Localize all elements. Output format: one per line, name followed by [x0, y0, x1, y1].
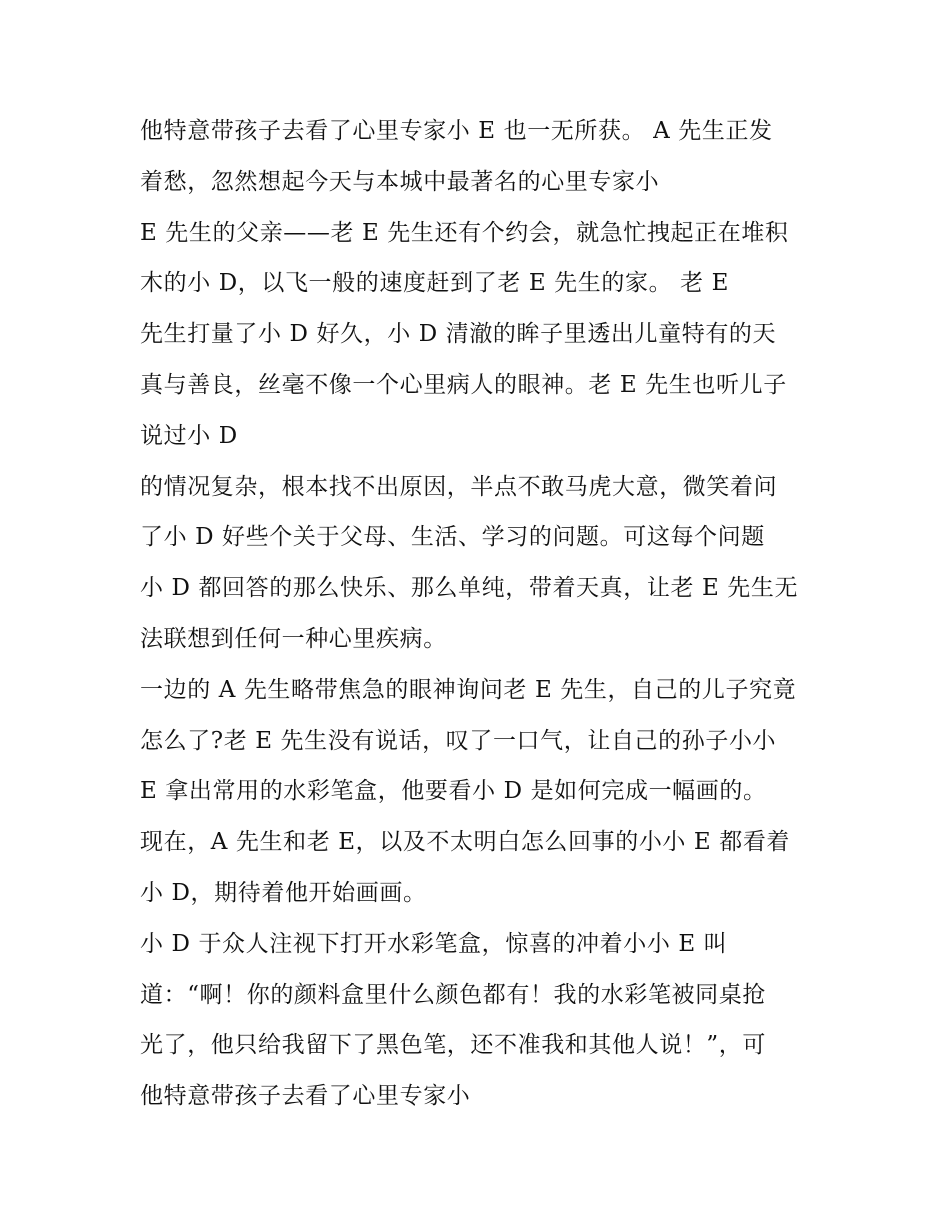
text-line: 一边的 A 先生略带焦急的眼神询问老 E 先生，自己的儿子究竟: [140, 676, 797, 703]
text-line: E 先生的父亲——老 E 先生还有个约会，就急忙拽起正在堆积: [140, 219, 789, 246]
text-line: 现在，A 先生和老 E，以及不太明白怎么回事的小小 E 都看着: [140, 829, 791, 856]
text-line: 着愁，忽然想起今天与本城中最著名的心里专家小: [140, 168, 660, 195]
text-line: 他特意带孩子去看了心里专家小 E 也一无所获。 A 先生正发: [140, 118, 773, 144]
text-line: 木的小 D，以飞一般的速度赶到了老 E 先生的家。 老 E: [140, 270, 729, 297]
text-line: 的情况复杂，根本找不出原因，半点不敢马虎大意，微笑着问: [140, 473, 778, 500]
text-line: 说过小 D: [140, 422, 238, 449]
text-line: 小 D，期待着他开始画画。: [140, 879, 427, 906]
text-line: 先生打量了小 D 好久，小 D 清澈的眸子里透出儿童特有的天: [140, 321, 777, 348]
body-text: [140, 106, 820, 1122]
text-line: 他特意带孩子去看了心里专家小: [140, 1083, 471, 1110]
text-line: 光了，他只给我留下了黑色笔，还不准我和其他人说！”，可: [140, 1032, 766, 1059]
text-line: 法联想到任何一种心里疾病。: [140, 625, 447, 652]
text-line: 了小 D 好些个关于父母、生活、学习的问题。可这每个问题: [140, 524, 765, 551]
text-line: E 拿出常用的水彩笔盒，他要看小 D 是如何完成一幅画的。: [140, 778, 767, 805]
text-line: 怎么了?老 E 先生没有说话，叹了一口气，让自己的孙子小小: [140, 727, 777, 754]
text-line: 真与善良，丝毫不像一个心里病人的眼神。老 E 先生也听儿子: [140, 371, 787, 398]
text-line: 道：“啊！你的颜料盒里什么颜色都有！我的水彩笔被同桌抢: [140, 981, 766, 1008]
text-line: 小 D 于众人注视下打开水彩笔盒，惊喜的冲着小小 E 叫: [140, 930, 728, 957]
text-line: 小 D 都回答的那么快乐、那么单纯，带着天真，让老 E 先生无: [140, 575, 799, 602]
